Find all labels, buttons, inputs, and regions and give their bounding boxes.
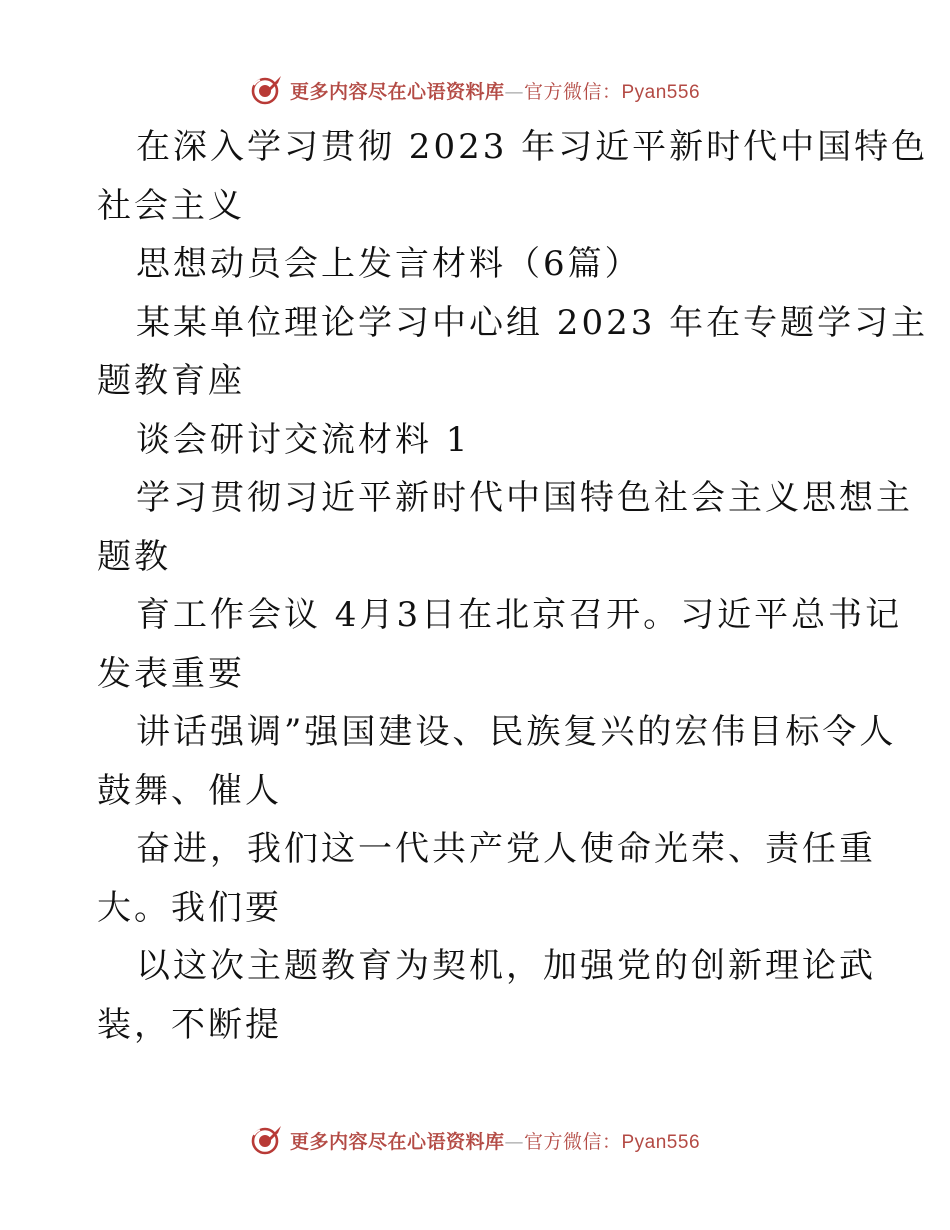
text-line: 社会主义 xyxy=(97,185,245,226)
watermark-text xyxy=(290,1127,700,1154)
text-line: 讲话强调”强国建设、民族复兴的宏伟目标令人 xyxy=(136,712,897,752)
watermark-label: 官方微信： xyxy=(523,80,622,103)
watermark-brand: 更多内容尽在心语资料库 xyxy=(289,80,505,103)
text-line: 奋进，我们这一代共产党人使命光荣、责任重 xyxy=(136,829,876,869)
quill-logo-icon xyxy=(250,1123,284,1157)
document-body xyxy=(97,118,929,1054)
text-line: 在深入学习贯彻 2023 年习近平新时代中国特色 xyxy=(136,127,929,167)
text-line: 学习贯彻习近平新时代中国特色社会主义思想主 xyxy=(136,478,913,518)
text-line: 育工作会议 4月3日在北京召开。习近平总书记 xyxy=(136,595,903,635)
watermark-wechat-id: Pyan556 xyxy=(621,1131,701,1153)
text-line: 某某单位理论学习中心组 2023 年在专题学习主 xyxy=(136,302,929,343)
text-line: 谈会研讨交流材料 1 xyxy=(136,419,471,460)
watermark-label: 官方微信： xyxy=(523,1130,622,1153)
text-line: 题教 xyxy=(97,536,171,577)
text-line: 以这次主题教育为契机，加强党的创新理论武 xyxy=(136,946,876,986)
quill-logo-icon xyxy=(250,73,284,107)
watermark-text xyxy=(290,77,700,104)
header-watermark xyxy=(0,70,950,110)
text-line: 思想动员会上发言材料（6篇） xyxy=(136,244,642,284)
text-line: 大。我们要 xyxy=(97,887,282,928)
watermark-separator: — xyxy=(504,1130,524,1153)
footer-watermark xyxy=(0,1120,950,1160)
watermark-separator: — xyxy=(504,80,524,103)
text-line: 题教育座 xyxy=(97,361,245,401)
text-line: 装，不断提 xyxy=(97,1004,282,1045)
watermark-brand: 更多内容尽在心语资料库 xyxy=(289,1130,505,1153)
watermark-wechat-id: Pyan556 xyxy=(621,81,701,103)
text-line: 发表重要 xyxy=(97,653,245,694)
text-line: 鼓舞、催人 xyxy=(97,770,282,811)
